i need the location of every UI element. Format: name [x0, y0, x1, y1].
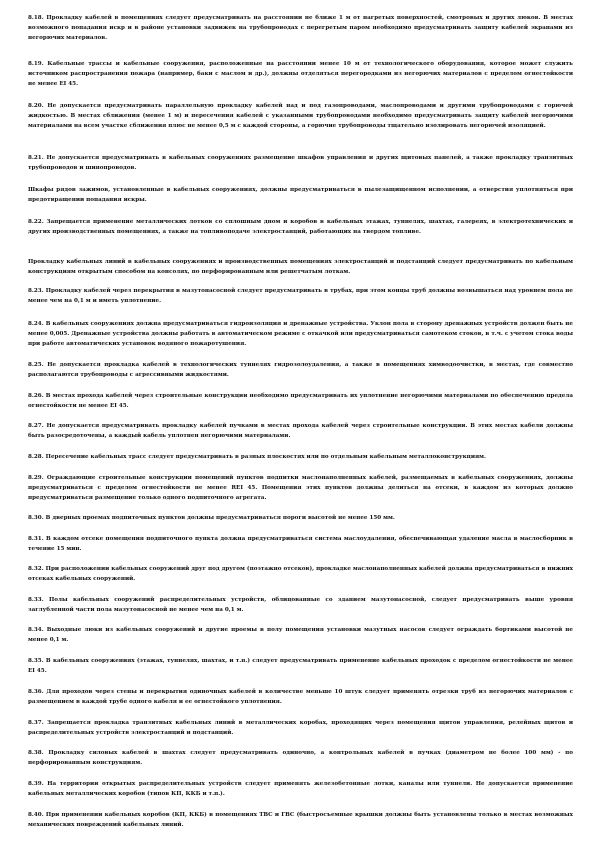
paragraph-8-19: 8.19. Кабельные трассы и кабельные сооружения, расположенные на расстоянии менее 10 м от технологического оборудования, которое может служить источником распространения пожара (например, баки с маслом и др.), должны отделяться перегородками из негорючих материалов с пределом огнестойкости не менее EI 45. [28, 61, 573, 87]
paragraph-8-20: 8.20. Не допускается предусматривать параллельную прокладку кабелей над и под газопроводами, маслопроводами и другими трубопроводами с горючей жидкостью. В местах сближения (менее 1 м) и пересечения кабелей с указанными трубопроводами необходимо предусматривать защиту кабелей негорючими материалами на всем участке сближения плюс не менее 0,5 м с каждой стороны, а горючие трубопроводы тщательно изолировать негорючей изоляцией. [28, 103, 573, 129]
paragraph-8-36: 8.36. Для проходов через стены и перекрытия одиночных кабелей в количестве меньше 10 штук следует применять отрезки труб из негорючих материалов с размещением в каждой трубе одного кабеля и ее огнестойкого уплотнения. [28, 689, 573, 705]
paragraph-8-40: 8.40. При применении кабельных коробов (КП, ККБ) в помещениях ТВС и ГВС (быстросъемные крышки должны быть установлены только в местах возможных механических повреждений кабельных линий. [28, 812, 573, 828]
paragraph-8-27: 8.27. Не допускается предусматривать прокладку кабелей пучками в местах прохода кабелей через строительные конструкции. В этих местах кабели должны быть разосредоточены, а каждый кабель уплотнен негорючими материалами. [28, 423, 573, 439]
paragraph-8-32: 8.32. При расположении кабельных сооружений друг под другом (поэтажно отсеков), прокладке маслонаполненных кабелей должна предусматриваться в нижних отсеках кабельных сооружений. [28, 566, 573, 582]
paragraph-8-39: 8.39. На территории открытых распределительных устройств следует применять железобетонные лотки, каналы или туннели. Не допускается применение кабельных металлических коробов (типов КП, ККБ и т.п.). [28, 781, 573, 797]
paragraph-8-37: 8.37. Запрещается прокладка транзитных кабельных линий в металлических коробах, проходящих через помещения щитов управления, релейных щитов и распределительных устройств электростанций и подстанций. [28, 720, 573, 736]
paragraph-8-24: 8.24. В кабельных сооружениях должна предусматриваться гидроизоляция и дренажные устройства. Уклон пола в сторону дренажных устройств должен быть не менее 0,005. Дренажные устройства должны работать в автоматическом режиме с откачкой или предусматриваться самотеком стоков, в т.ч. с учетом стока воды при работе автоматических установок водяного пожаротушения. [28, 321, 573, 347]
paragraph-8-22-note: Прокладку кабельных линий в кабельных сооружениях и производственных помещениях электростанций и подстанций следует предусматривать по кабельным конструкциям открытым способом на консолях, по перфорированным или решетчатым лоткам. [28, 259, 573, 275]
paragraph-8-25: 8.25. Не допускается прокладка кабелей в технологических туннелях гидрозолоудаления, а также в помещениях химводоочистки, в местах, где совместно располагаются трубопроводы с агрессивными жидкостями. [28, 362, 573, 378]
paragraph-8-30: 8.30. В дверных проемах подпиточных пунктов должны предусматриваться пороги высотой не менее 150 мм. [28, 515, 395, 521]
paragraph-8-34: 8.34. Выходные люки из кабельных сооружений и другие проемы в полу помещения установки мазутных насосов следует ограждать бортиками высотой не менее 0,1 м. [28, 627, 573, 643]
paragraph-8-33: 8.33. Полы кабельных сооружений распределительных устройств, облицованные со зданием мазутонасосной, следует предусматривать выше уровня заглубленной части пола мазутонасосной не менее чем на 0,1 м. [28, 597, 573, 613]
paragraph-8-38: 8.38. Прокладку силовых кабелей в шахтах следует предусматривать одиночно, а контрольных кабелей в пучках (диаметром не более 100 мм) - по перфорированным конструкциям. [28, 750, 573, 766]
paragraph-8-29: 8.29. Ограждающие строительные конструкции помещений пунктов подпитки маслонаполненных кабелей, размещаемых в кабельных сооружениях, должны предусматриваться с пределом огнестойкости не менее REI 45. Помещения этих пунктов должны делиться на отсеки, в каждом из которых должно предусматриваться размещение только одного подпиточного агрегата. [28, 475, 573, 501]
paragraph-8-26: 8.26. В местах прохода кабелей через строительные конструкции необходимо предусматривать их уплотнение негорючими материалами по обеспечению предела огнестойкости не менее EI 45. [28, 393, 573, 409]
paragraph-8-18: 8.18. Прокладку кабелей в помещениях следует предусматривать на расстоянии не ближе 1 м от нагретых поверхностей, смотровых и других люков. В местах возможного попадания искр и в районе установки задвижек на трубопроводах с перегретым паром необходимо предусматривать защиту кабелей экранами из негорючих материалов. [28, 15, 573, 41]
paragraph-8-35: 8.35. В кабельных сооружениях (этажах, туннелях, шахтах, и т.п.) следует предусматривать применение кабельных проходок с пределом огнестойкости не менее EI 45. [28, 658, 573, 674]
paragraph-8-31: 8.31. В каждом отсеке помещения подпиточного пункта должна предусматриваться система маслоудаления, обеспечивающая удаление масла в маслосборник в течение 15 мин. [28, 536, 573, 552]
paragraph-8-22: 8.22. Запрещается применение металлических лотков со сплошным дном и коробов в кабельных этажах, туннелях, шахтах, галереях, в электротехнических и других производственных помещениях, а также на топливоподаче электростанций, работающих на твердом топливе. [28, 219, 573, 235]
paragraph-8-21: 8.21. Не допускается предусматривать в кабельных сооружениях размещение шкафов управления и других щитовых панелей, а также прокладку транзитных трубопроводов и шинопроводов. [28, 155, 573, 171]
paragraph-8-28: 8.28. Пересечение кабельных трасс следует предусматривать в разных плоскостях или по отдельным кабельным металлоконструкциям. [28, 454, 487, 460]
paragraph-8-23: 8.23. Прокладку кабелей через перекрытия в мазутонасосной следует предусматривать в трубах, при этом концы труб должны возвышаться над уровнем пола не менее чем на 0,1 м и иметь уплотнение. [28, 288, 573, 304]
paragraph-8-21-note: Шкафы рядов зажимов, установленные в кабельных сооружениях, должны предусматриваться в пылезащищенном исполнении, а отверстия уплотняться при предотвращении попадания искры. [28, 187, 573, 203]
